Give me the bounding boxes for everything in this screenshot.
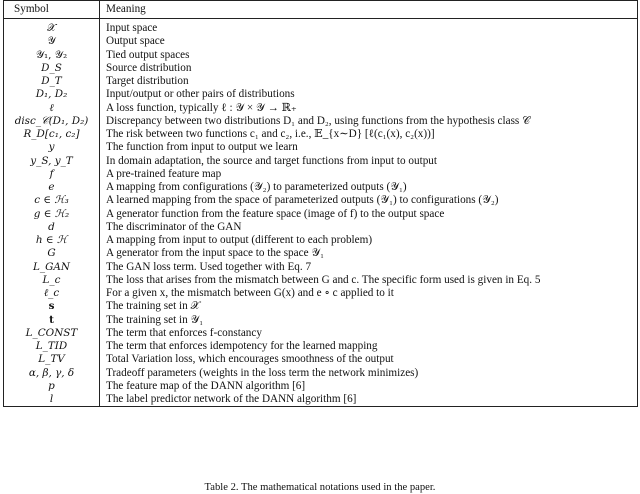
table-row [4,141,638,154]
symbol-cell: L_CONST [4,327,100,340]
symbol-cell: G [4,247,100,260]
table-row [4,62,638,75]
table-row [4,287,638,300]
table-caption: Table 2. The mathematical notations used in the paper. [204,482,436,493]
meaning-cell: The label predictor network of the DANN algorithm [6] [106,393,357,405]
table-row [4,234,638,247]
table-row [4,128,638,141]
table-row [4,115,638,128]
symbol-cell: D_S [4,62,100,75]
meaning-cell: Tied output spaces [106,48,190,61]
symbol-cell: c ∈ ℋ₃ [4,194,100,207]
meaning-cell: The feature map of the DANN algorithm [6] [106,379,306,392]
table-row [4,102,638,115]
meaning-cell: For a given x, the mismatch between G(x) and e ∘ c applied to it [106,287,394,299]
symbol-cell: d [4,221,100,234]
table-row [4,327,638,340]
meaning-cell: A loss function, typically ℓ : 𝒴 × 𝒴 → ℝ₊ [106,101,297,114]
symbol-cell: L_GAN [4,261,100,274]
meaning-cell: The training set in 𝒴₁ [106,313,204,326]
meaning-cell: Source distribution [106,61,192,74]
table-row [4,261,638,274]
symbol-cell: L_TID [4,340,100,353]
meaning-cell: Discrepancy between two distributions D₁ and D₂, using functions from the hypothesis class 𝒞 [106,114,531,127]
meaning-cell: A mapping from input to output (different to each problem) [106,234,373,246]
symbol-cell: L_TV [4,353,100,366]
symbol-cell: g ∈ ℋ₂ [4,208,100,221]
table-row [4,155,638,168]
meaning-cell: Tradeoff parameters (weights in the loss term the network minimizes) [106,366,419,379]
symbol-cell: L_c [4,274,100,287]
table-row [4,353,638,366]
symbol-cell: e [4,181,100,194]
notation-table [3,0,638,407]
meaning-cell: The term that enforces idempotency for the learned mapping [106,340,378,352]
meaning-cell: Target distribution [106,75,189,87]
symbol-cell: s [4,300,100,313]
table-row [4,181,638,194]
symbol-cell: t [4,314,100,327]
symbol-cell: y_S, y_T [4,155,100,168]
symbol-cell: ℓ [4,102,100,115]
meaning-cell: A learned mapping from the space of parameterized outputs (𝒴₁) to configurations (𝒴₂) [106,194,499,207]
table-row [4,75,638,88]
column-header-symbol: Symbol [4,1,100,19]
symbol-cell: 𝒴 [4,35,100,48]
table-row [4,194,638,207]
symbol-cell: R_D[c₁, c₂] [4,128,100,141]
symbol-cell: 𝒳 [4,19,100,36]
symbol-cell: h ∈ ℋ [4,234,100,247]
table-header-row [4,1,638,19]
table-row [4,168,638,181]
table-row [4,300,638,313]
table-row [4,340,638,353]
table-row [4,221,638,234]
table-row [4,208,638,221]
table-row [4,380,638,393]
meaning-cell: The loss that arises from the mismatch between G and c. The specific form used is given in Eq. 5 [106,273,541,286]
symbol-cell: p [4,380,100,393]
table-row [4,367,638,380]
meaning-cell: The function from input to output we learn [106,141,298,154]
table-row [4,274,638,287]
meaning-cell: The training set in 𝒳 [106,300,201,313]
notation-table-container [3,0,637,407]
symbol-cell: l [4,393,100,407]
symbol-cell: D_T [4,75,100,88]
meaning-cell: The risk between two functions c₁ and c₂, i.e., 𝔼_{x∼D} [ℓ(c₁(x), c₂(x))] [106,128,435,140]
symbol-cell: y [4,141,100,154]
meaning-cell: The term that enforces f-constancy [106,326,262,339]
table-row [4,314,638,327]
symbol-cell: D₁, D₂ [4,88,100,101]
meaning-cell: A generator function from the feature space (image of f) to the output space [106,207,445,220]
symbol-cell: ℓ_c [4,287,100,300]
table-row [4,49,638,62]
table-row [4,247,638,260]
meaning-cell: Total Variation loss, which encourages smoothness of the output [106,353,394,366]
table-row [4,19,638,36]
symbol-cell: f [4,168,100,181]
meaning-cell: Output space [106,35,165,48]
meaning-cell: Input/output or other pairs of distributions [106,88,295,101]
meaning-cell: Input space [106,22,158,34]
symbol-cell: disc_𝒞(D₁, D₂) [4,115,100,128]
meaning-cell: A pre-trained feature map [106,167,222,180]
meaning-cell: In domain adaptation, the source and target functions from input to output [106,154,437,167]
meaning-cell: The GAN loss term. Used together with Eq. 7 [106,260,312,273]
table-row [4,35,638,48]
meaning-cell: A mapping from configurations (𝒴₂) to parameterized outputs (𝒴₁) [106,181,407,193]
symbol-cell: 𝒴₁, 𝒴₂ [4,49,100,62]
symbol-cell: α, β, γ, δ [4,367,100,380]
table-row [4,393,638,407]
meaning-cell: A generator from the input space to the space 𝒴₁ [106,247,325,260]
column-header-meaning: Meaning [100,1,638,19]
table-row [4,88,638,101]
meaning-cell: The discriminator of the GAN [106,220,242,233]
